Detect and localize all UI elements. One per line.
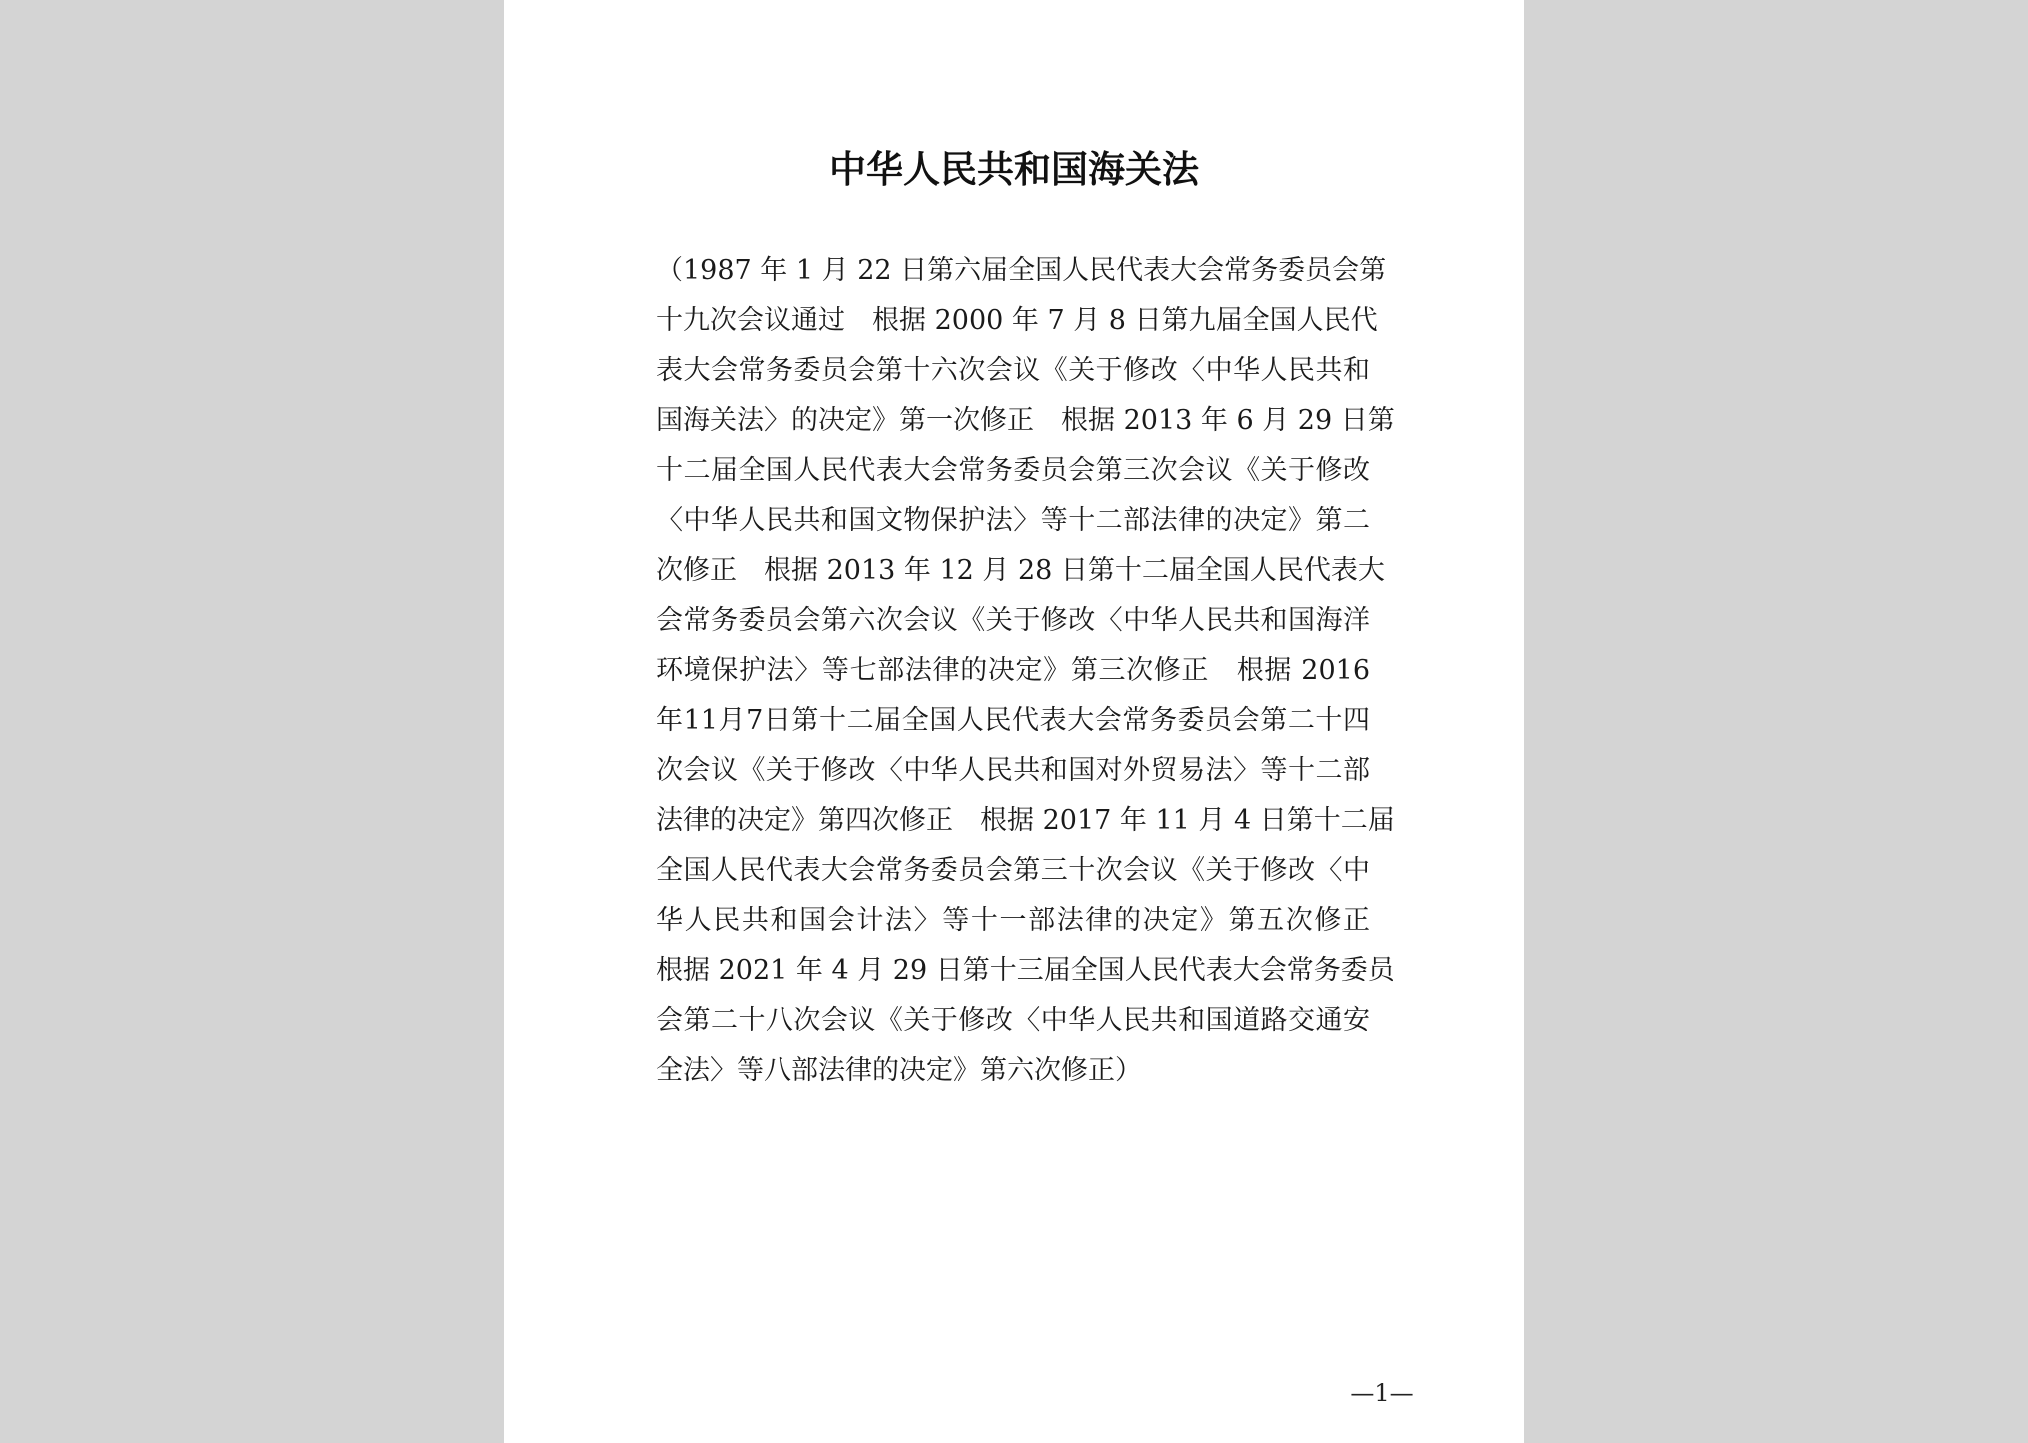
text-line: 次修正 根据 2013 年 12 月 28 日第十二届全国人民代表大: [656, 555, 1385, 586]
text-line: 表大会常务委员会第十六次会议《关于修改〈中华人民共和: [656, 355, 1370, 386]
text-line: 华人民共和国会计法〉等十一部法律的决定》第五次修正: [656, 905, 1370, 936]
text-line: 次会议《关于修改〈中华人民共和国对外贸易法〉等十二部: [656, 755, 1370, 786]
text-line: （1987 年 1 月 22 日第六届全国人民代表大会常务委员会第: [656, 255, 1387, 286]
text-line: 会第二十八次会议《关于修改〈中华人民共和国道路交通安: [656, 1005, 1370, 1036]
document-title: 中华人民共和国海关法: [829, 147, 1199, 191]
document-page: [504, 0, 1524, 1443]
text-line: 十二届全国人民代表大会常务委员会第三次会议《关于修改: [656, 455, 1370, 486]
text-line: 〈中华人民共和国文物保护法〉等十二部法律的决定》第二: [656, 505, 1370, 536]
text-line: 根据 2021 年 4 月 29 日第十三届全国人民代表大会常务委员: [656, 955, 1395, 986]
text-line: 国海关法〉的决定》第一次修正 根据 2013 年 6 月 29 日第: [656, 405, 1395, 436]
amendment-history-paragraph: [656, 246, 1395, 1096]
text-line: 全法〉等八部法律的决定》第六次修正）: [656, 1055, 1142, 1086]
text-line: 会常务委员会第六次会议《关于修改〈中华人民共和国海洋: [656, 605, 1370, 636]
page-number: —1—: [1350, 1379, 1414, 1407]
text-line: 环境保护法〉等七部法律的决定》第三次修正 根据 2016: [656, 655, 1370, 686]
text-line: 全国人民代表大会常务委员会第三十次会议《关于修改〈中: [656, 855, 1370, 886]
text-line: 法律的决定》第四次修正 根据 2017 年 11 月 4 日第十二届: [656, 805, 1395, 836]
text-line: 十九次会议通过 根据 2000 年 7 月 8 日第九届全国人民代: [656, 305, 1378, 336]
text-line: 年11月7日第十二届全国人民代表大会常务委员会第二十四: [656, 705, 1370, 736]
